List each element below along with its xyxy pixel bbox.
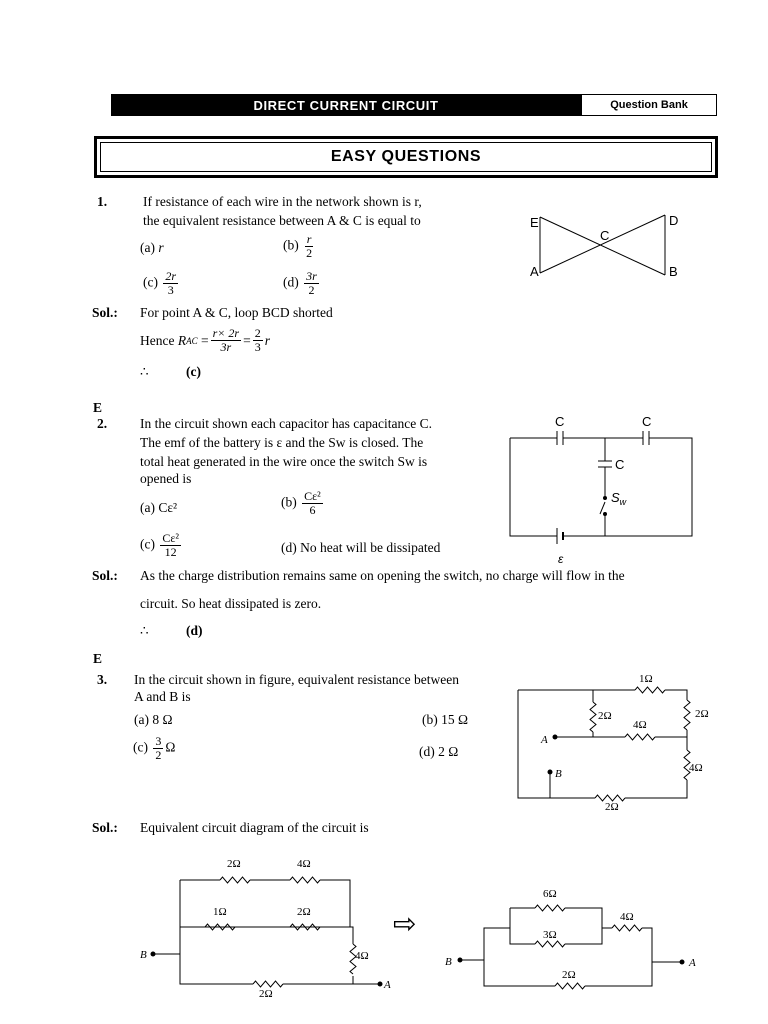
wire [540,217,665,275]
q3-option-b: (b) 15 Ω [422,712,469,727]
label-A: A [530,264,539,279]
resistor [205,924,235,930]
section-title: EASY QUESTIONS [100,142,712,172]
label: 2Ω [598,710,612,722]
q1-answer: (c) [186,364,201,379]
switch-label: $S_w$ [611,490,627,507]
fraction: $\frac{r\times 2r}{3r}$ [212,326,240,354]
cap-label: C [615,457,625,472]
q3-sol-line1: Equivalent circuit diagram of the circuit is [140,820,369,835]
q3-figure [515,670,715,810]
cap-label: C [555,414,565,429]
label: 2Ω [297,906,311,918]
transform-arrow-icon: ⇨ [393,907,417,940]
resistor [535,941,565,947]
q2-sol-label: Sol.: [92,568,118,583]
terminal-B [548,770,553,775]
label: 1Ω [213,906,227,918]
q1-option-d [283,270,321,297]
q1-figure [525,205,695,290]
label: 1Ω [639,673,653,685]
label: 4Ω [633,719,647,731]
label: 2Ω [562,969,576,981]
label: 4Ω [689,762,703,774]
wire [510,438,692,536]
label: B [140,949,147,961]
q1-sol-line1: For point A & C, loop BCD shorted [140,305,333,320]
option-label: (b) [283,237,299,253]
q3-number: 3. [97,672,108,687]
option-label: (d) [283,274,299,290]
resistor [625,734,655,740]
wire [540,215,665,273]
resistor [635,687,665,693]
q3-option-c: (c) $\frac{3}{2}$ Ω [133,734,176,762]
q2-option-d: (d) No heat will be dissipated [281,540,441,555]
label-C: C [600,228,610,243]
fraction: $\frac{3r}{2}$ [306,269,317,297]
fraction: $\frac{3}{2}$ [155,734,162,762]
terminal-A [680,960,685,965]
fraction: $\frac{2r}{3}$ [165,269,177,297]
q2-sol-line2: circuit. So heat dissipated is zero. [140,596,322,611]
q2-answer: (d) [186,623,203,638]
label: A [689,957,696,969]
q1-sol-label: Sol.: [92,305,118,320]
resistor [684,700,690,730]
section-banner [94,136,718,178]
q2-text-line4: opened is [140,471,192,486]
q1-text-line2: the equivalent resistance between A & C is equal to [143,213,421,228]
switch-node [603,512,607,516]
label-D: D [669,213,679,228]
cap-label: C [642,414,652,429]
label: 4Ω [355,950,369,962]
q2-number: 2. [97,416,108,431]
label: 2Ω [227,858,241,870]
terminal-A [378,982,383,987]
label-E: E [530,215,539,230]
q3-option-d: (d) 2 Ω [419,744,459,759]
q2-text-line1: In the circuit shown each capacitor has capacitance C. [140,416,432,431]
resistor [253,981,283,987]
q2-therefore: ∴ [140,623,149,638]
resistor [612,925,642,931]
q1-option-b [283,233,316,260]
q1-option-c [143,270,180,297]
label: 4Ω [620,911,634,923]
q1-sol-equation: Hence R AC = $\frac{r\times 2r}{3r}$ = $\frac{2}{3}$ r [140,326,270,354]
wire [180,880,353,984]
q3-tag: E [93,651,103,666]
q1-therefore: ∴ [140,364,149,379]
label: 2Ω [695,708,709,720]
fraction: $\frac{r}{2}$ [306,232,313,260]
resistor [555,983,585,989]
label: 2Ω [605,801,619,810]
q2-option-b: (b) $\frac{\text{Cε²}}{6}$ [281,489,321,517]
q2-tag: E [93,400,103,415]
fraction: $\frac{2}{3}$ [254,326,261,354]
resistor [290,877,320,883]
q1-option-a [140,240,164,256]
q1-number: 1. [97,194,108,209]
switch-node [603,496,607,500]
resistor [535,905,565,911]
fraction: $\frac{\text{Cε²}}{12}$ [162,531,179,559]
resistor [590,702,596,732]
q2-sol-line1: As the charge distribution remains same on opening the switch, no charge will flow in the [140,568,625,583]
q1-text-line1: If resistance of each wire in the network shown is r, [143,194,422,209]
label: 6Ω [543,888,557,900]
label: 2Ω [259,988,273,1000]
label: 3Ω [543,929,557,941]
option-label: (a) [140,240,155,255]
q2-text-line2: The emf of the battery is ε and the Sw is closed. The [140,435,424,450]
terminal-A [553,735,558,740]
q2-figure [505,412,700,570]
label: A [384,979,391,991]
fraction: $\frac{\text{Cε²}}{6}$ [304,489,321,517]
q3-text-line2: A and B is [134,689,191,704]
terminal-B [458,958,463,963]
option-value: r [158,240,164,255]
label: B [555,768,562,780]
q2-text-line3: total heat generated in the wire once the switch Sw is [140,454,428,469]
terminal-B [151,952,156,957]
q3-sol-label: Sol.: [92,820,118,835]
header-title: DIRECT CURRENT CIRCUIT [111,94,581,116]
label: A [541,734,548,746]
resistor [290,924,320,930]
label-B: B [669,264,678,279]
label: B [445,956,452,968]
equivalent-circuit-2 [440,880,700,1000]
q2-option-a: (a) Cε² [140,500,178,515]
option-label: (c) [143,274,158,290]
q2-option-c: (c) $\frac{\text{Cε²}}{12}$ [140,531,179,559]
q3-option-a: (a) 8 Ω [134,712,173,727]
header-tag: Question Bank [581,94,717,116]
q3-text-line1: In the circuit shown in figure, equivalent resistance between [134,672,460,687]
label: 4Ω [297,858,311,870]
resistor [220,877,250,883]
emf-label: ε [558,552,564,566]
equivalent-circuit-1 [135,852,395,1002]
